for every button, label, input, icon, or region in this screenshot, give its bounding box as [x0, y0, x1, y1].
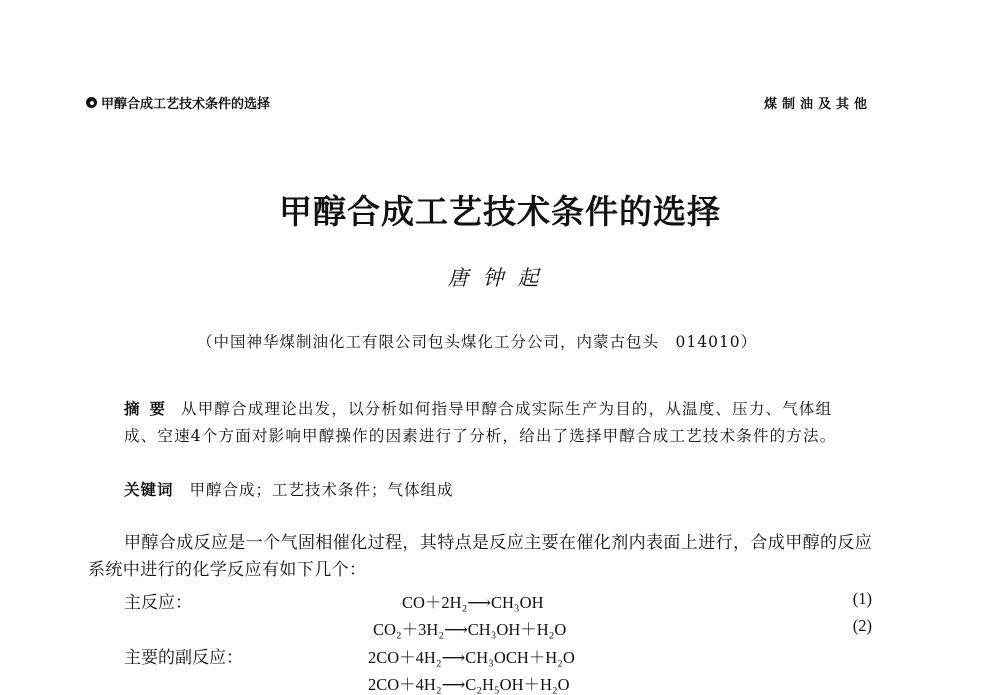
author: 唐钟起: [447, 266, 553, 290]
abstract: [124, 396, 859, 450]
intro-paragraph: 甲醇合成反应是一个气固相催化过程，其特点是反应主要在催化剂内表面上进行，合成甲醇的反应系统中进行的化学反应有如下几个：: [88, 533, 873, 580]
side-reaction-label: 主要的副反应：: [124, 648, 243, 668]
equation-number: (1): [852, 589, 872, 608]
equation: 2CO＋4H₂⟶CH₃OCH＋H₂O: [368, 648, 575, 667]
affiliation: （中国神华煤制油化工有限公司包头煤化工分公司，内蒙古包头 014010）: [197, 333, 758, 351]
abstract-label: 摘要: [124, 400, 176, 418]
section-label: 煤制油及其他: [763, 97, 872, 112]
keywords-label: 关键词: [124, 481, 174, 499]
equation: CO＋2H₂⟶CH₃OH: [402, 593, 544, 612]
running-header-left: [86, 93, 270, 112]
equation: 2CO＋4H₂⟶C₂H₅OH＋H₂O: [368, 675, 570, 694]
running-title: 甲醇合成工艺技术条件的选择: [101, 97, 271, 112]
main-reaction-label: 主反应：: [124, 593, 192, 613]
keywords: [124, 478, 454, 500]
article-title: 甲醇合成工艺技术条件的选择: [279, 192, 721, 231]
abstract-text: 从甲醇合成理论出发，以分析如何指导甲醇合成实际生产为目的，从温度、压力、气体组成、空速4个方面对影响甲醇操作的因素进行了分析，给出了选择甲醇合成工艺技术条件的方法。: [124, 400, 837, 445]
equation-number: (2): [852, 616, 872, 635]
bullet-icon: [86, 97, 97, 108]
equation: CO₂＋3H₂⟶CH₃OH＋H₂O: [373, 620, 567, 639]
keywords-text: 甲醇合成；工艺技术条件；气体组成: [189, 481, 454, 499]
